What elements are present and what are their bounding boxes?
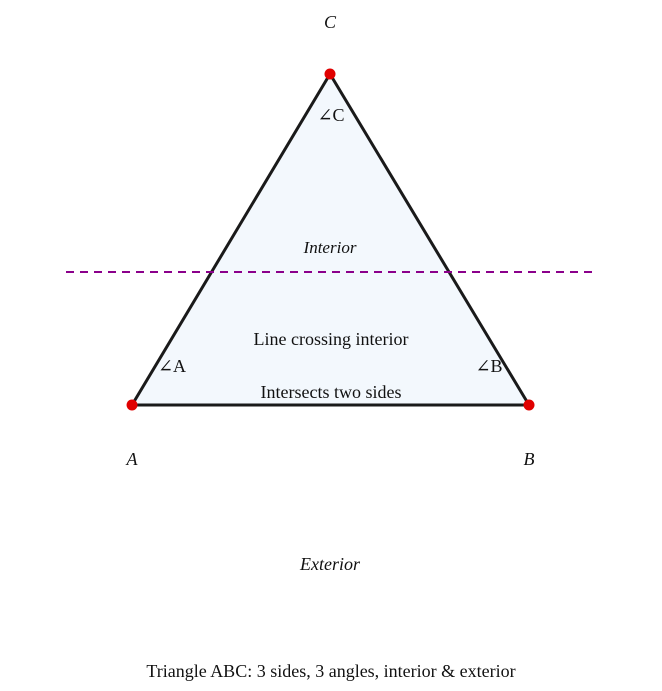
line-label: Line crossing interior	[253, 329, 409, 349]
interior-label: Interior	[303, 238, 357, 257]
exterior-label: Exterior	[300, 554, 360, 574]
angle-label-c: ∠C	[317, 105, 345, 125]
vertex-c-dot	[325, 69, 336, 80]
vertex-label-a: A	[126, 449, 138, 469]
vertex-a-dot	[127, 400, 138, 411]
diagram-caption: Triangle ABC: 3 sides, 3 angles, interior & exterior	[146, 661, 516, 681]
angle-label-b: ∠B	[475, 356, 503, 376]
vertex-label-b: B	[523, 449, 535, 469]
angle-label-a: ∠A	[157, 356, 187, 376]
vertex-b-dot	[524, 400, 535, 411]
vertex-label-c: C	[323, 12, 337, 32]
line-note: Intersects two sides	[260, 382, 402, 402]
